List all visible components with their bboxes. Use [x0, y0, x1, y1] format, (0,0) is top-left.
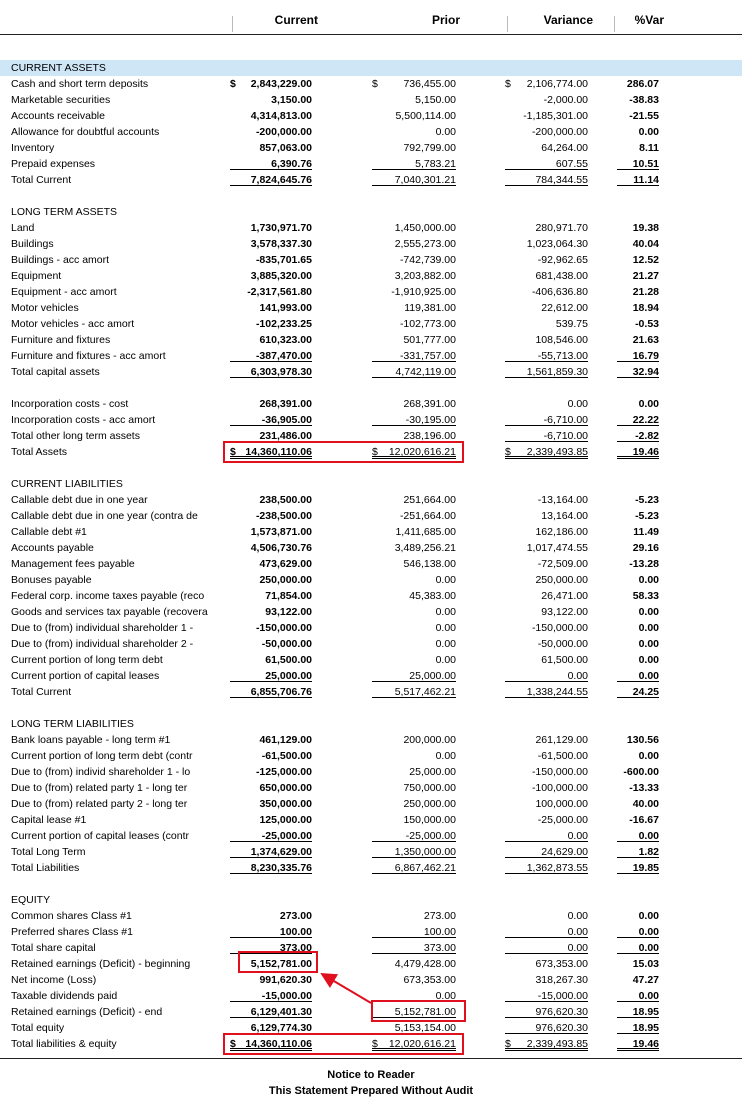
cell-text: 1.82 [638, 846, 659, 858]
cell-text: 61,500.00 [541, 654, 588, 666]
cell-text: -102,773.00 [399, 318, 456, 330]
cell-text: 0.00 [567, 670, 588, 682]
cell-text: 0.00 [638, 638, 659, 650]
cell-text: -15,000.00 [537, 990, 588, 1002]
cell-text: 0.00 [567, 926, 588, 938]
cell-text: 784,344.55 [535, 174, 588, 186]
cell-text: -61,500.00 [537, 750, 588, 762]
row-label: Inventory [11, 142, 55, 154]
cell-text: 0.00 [435, 990, 456, 1002]
cell-text: 12,020,616.21 [388, 446, 456, 458]
row-label: Callable debt due in one year [11, 494, 148, 506]
cell-text: 501,777.00 [403, 334, 456, 346]
row-label: Total capital assets [11, 366, 100, 378]
cell-text: -0.53 [635, 318, 659, 330]
row-label: Accounts payable [11, 542, 94, 554]
row-label: Capital lease #1 [11, 814, 87, 826]
cell-text: 250,000.00 [259, 574, 312, 586]
row-label: Retained earnings (Deficit) - end [11, 1006, 163, 1018]
cell-text: 0.00 [638, 942, 659, 954]
cell-text: 250,000.00 [403, 798, 456, 810]
cell-text: -36,905.00 [261, 414, 312, 426]
cell-text: 93,122.00 [265, 606, 312, 618]
cell-text: 238,196.00 [403, 430, 456, 442]
cell-text: -6,710.00 [543, 430, 588, 442]
currency-symbol: $ [372, 1038, 378, 1050]
cell-text: -16.67 [629, 814, 659, 826]
cell-text: 200,000.00 [403, 734, 456, 746]
row-label: Taxable dividends paid [11, 990, 118, 1002]
cell-text: 125,000.00 [259, 814, 312, 826]
row-label: Incorporation costs - cost [11, 398, 129, 410]
cell-text: 976,620.30 [535, 1022, 588, 1034]
cell-text: -5.23 [635, 510, 659, 522]
cell-text: -38.83 [629, 94, 659, 106]
cell-text: 32.94 [632, 366, 659, 378]
cell-text: 61,500.00 [265, 654, 312, 666]
cell-text: 0.00 [638, 574, 659, 586]
cell-text: -1,185,301.00 [523, 110, 588, 122]
cell-text: 3,885,320.00 [250, 270, 312, 282]
row-label: Total Current [11, 174, 72, 186]
cell-text: 0.00 [638, 622, 659, 634]
cell-text: 0.00 [638, 398, 659, 410]
cell-text: -50,000.00 [537, 638, 588, 650]
cell-text: -15,000.00 [261, 990, 312, 1002]
cell-text: 0.00 [435, 638, 456, 650]
header-current: Current [274, 13, 318, 27]
cell-text: 0.00 [638, 670, 659, 682]
row-label: Marketable securities [11, 94, 111, 106]
cell-text: 6,855,706.76 [250, 686, 312, 698]
cell-text: -742,739.00 [399, 254, 456, 266]
cell-text: 0.00 [567, 830, 588, 842]
cell-text: -150,000.00 [531, 622, 588, 634]
cell-text: 3,578,337.30 [250, 238, 312, 250]
cell-text: 19.85 [632, 862, 659, 874]
cell-text: 1,573,871.00 [250, 526, 312, 538]
cell-text: -25,000.00 [405, 830, 456, 842]
cell-text: -102,233.25 [255, 318, 312, 330]
cell-text: 1,450,000.00 [394, 222, 456, 234]
cell-text: 650,000.00 [259, 782, 312, 794]
cell-text: 21.28 [632, 286, 659, 298]
cell-text: -25,000.00 [261, 830, 312, 842]
cell-text: 150,000.00 [403, 814, 456, 826]
cell-text: 750,000.00 [403, 782, 456, 794]
cell-text: 268,391.00 [403, 398, 456, 410]
cell-text: 14,360,110.06 [245, 446, 312, 458]
cell-text: 1,338,244.55 [526, 686, 588, 698]
cell-text: 18.95 [632, 1022, 659, 1034]
cell-text: -6,710.00 [543, 414, 588, 426]
cell-text: 0.00 [567, 398, 588, 410]
cell-text: 100,000.00 [535, 798, 588, 810]
row-label: Buildings - acc amort [11, 254, 110, 266]
cell-text: 19.46 [632, 1038, 659, 1050]
row-label: Incorporation costs - acc amort [11, 414, 156, 426]
currency-symbol: $ [230, 1038, 236, 1050]
cell-text: 286.07 [626, 78, 659, 90]
cell-text: 5,150.00 [415, 94, 456, 106]
cell-text: 238,500.00 [259, 494, 312, 506]
row-label: Motor vehicles - acc amort [11, 318, 135, 330]
cell-text: -2.82 [635, 430, 659, 442]
cell-text: -150,000.00 [255, 622, 312, 634]
row-label: Bonuses payable [11, 574, 92, 586]
cell-text: 673,353.00 [535, 958, 588, 970]
cell-text: 610,323.00 [259, 334, 312, 346]
row-label: Equipment [11, 270, 62, 282]
cell-text: 141,993.00 [259, 302, 312, 314]
cell-text: 22,612.00 [541, 302, 588, 314]
cell-text: 3,489,256.21 [394, 542, 456, 554]
cell-text: 13,164.00 [541, 510, 588, 522]
cell-text: 991,620.30 [259, 974, 312, 986]
row-label: Due to (from) related party 2 - long ter [11, 798, 188, 810]
cell-text: 1,350,000.00 [394, 846, 456, 858]
cell-text: -13.33 [629, 782, 659, 794]
cell-text: 2,843,229.00 [250, 78, 312, 90]
header-prior: Prior [431, 13, 460, 27]
cell-text: 58.33 [632, 590, 659, 602]
footer-notice: Notice to Reader [327, 1069, 415, 1081]
cell-text: -92,962.65 [537, 254, 588, 266]
row-label: Goods and services tax payable (recovera [11, 606, 208, 618]
cell-text: -25,000.00 [537, 814, 588, 826]
row-label: Due to (from) individ shareholder 1 - lo [11, 766, 191, 778]
cell-text: 0.00 [638, 126, 659, 138]
cell-text: 12,020,616.21 [388, 1038, 456, 1050]
cell-text: 11.14 [633, 174, 659, 186]
cell-text: 1,017,474.55 [526, 542, 588, 554]
cell-text: 280,971.70 [535, 222, 588, 234]
row-label: Net income (Loss) [11, 974, 97, 986]
row-label: Land [11, 222, 35, 234]
cell-text: 1,362,873.55 [526, 862, 588, 874]
cell-text: 14,360,110.06 [245, 1038, 312, 1050]
cell-text: -21.55 [629, 110, 659, 122]
row-label: Equipment - acc amort [11, 286, 117, 298]
row-label: Prepaid expenses [11, 158, 96, 170]
cell-text: 162,186.00 [535, 526, 588, 538]
row-label: Callable debt due in one year (contra de [11, 510, 198, 522]
cell-text: 16.79 [632, 350, 659, 362]
row-label: Federal corp. income taxes payable (reco [11, 590, 205, 602]
cell-text: -406,636.80 [531, 286, 588, 298]
cell-text: 350,000.00 [259, 798, 312, 810]
cell-text: 2,106,774.00 [526, 78, 588, 90]
cell-text: 19.46 [632, 446, 659, 458]
cell-text: 607.55 [555, 158, 588, 170]
cell-text: 373.00 [279, 942, 312, 954]
cell-text: -2,000.00 [543, 94, 588, 106]
row-label: Preferred shares Class #1 [11, 926, 133, 938]
cell-text: 7,040,301.21 [394, 174, 456, 186]
cell-text: 250,000.00 [535, 574, 588, 586]
row-label: EQUITY [11, 894, 51, 906]
header-pct-var: %Var [634, 13, 664, 27]
currency-symbol: $ [505, 1038, 511, 1050]
cell-text: -13,164.00 [537, 494, 588, 506]
cell-text: -100,000.00 [531, 782, 588, 794]
row-label: Buildings [11, 238, 54, 250]
cell-text: 6,129,401.30 [250, 1006, 312, 1018]
cell-text: -50,000.00 [261, 638, 312, 650]
cell-text: 18.95 [632, 1006, 659, 1018]
row-label: Total liabilities & equity [11, 1038, 117, 1050]
cell-text: 5,153,154.00 [394, 1022, 456, 1034]
cell-text: 792,799.00 [403, 142, 456, 154]
cell-text: 19.38 [632, 222, 659, 234]
cell-text: 0.00 [435, 606, 456, 618]
cell-text: 6,129,774.30 [250, 1022, 312, 1034]
cell-text: 461,129.00 [259, 734, 312, 746]
row-label: Furniture and fixtures [11, 334, 111, 346]
currency-symbol: $ [372, 78, 378, 90]
cell-text: 0.00 [435, 622, 456, 634]
row-label: Cash and short term deposits [11, 78, 149, 90]
cell-text: 25,000.00 [265, 670, 312, 682]
cell-text: 45,383.00 [409, 590, 456, 602]
cell-text: 12.52 [632, 254, 659, 266]
cell-text: 100.00 [423, 926, 456, 938]
cell-text: 24,629.00 [541, 846, 588, 858]
cell-text: 130.56 [626, 734, 659, 746]
row-label: Total share capital [11, 942, 96, 954]
cell-text: 318,267.30 [535, 974, 588, 986]
cell-text: 25,000.00 [409, 670, 456, 682]
cell-text: -72,509.00 [537, 558, 588, 570]
cell-text: -2,317,561.80 [247, 286, 312, 298]
cell-text: 0.00 [638, 910, 659, 922]
cell-text: 1,730,971.70 [250, 222, 312, 234]
cell-text: 4,506,730.76 [250, 542, 312, 554]
row-label: Total other long term assets [11, 430, 140, 442]
row-label: Management fees payable [11, 558, 135, 570]
cell-text: -1,910,925.00 [391, 286, 456, 298]
cell-text: -13.28 [629, 558, 659, 570]
cell-text: 1,411,685.00 [395, 526, 456, 538]
row-label: Current portion of capital leases [11, 670, 160, 682]
cell-text: 11.49 [633, 526, 659, 538]
cell-text: 26,471.00 [541, 590, 588, 602]
cell-text: 2,555,273.00 [394, 238, 456, 250]
header-variance: Variance [543, 13, 593, 27]
row-label: Due to (from) related party 1 - long ter [11, 782, 188, 794]
cell-text: 546,138.00 [403, 558, 456, 570]
currency-symbol: $ [230, 78, 236, 90]
footer-audit-note: This Statement Prepared Without Audit [268, 1085, 474, 1097]
row-label: LONG TERM ASSETS [11, 206, 117, 218]
cell-text: 251,664.00 [403, 494, 456, 506]
cell-text: 29.16 [632, 542, 659, 554]
currency-symbol: $ [230, 446, 236, 458]
cell-text: 976,620.30 [535, 1006, 588, 1018]
row-label: Current portion of long term debt (contr [11, 750, 193, 762]
cell-text: 5,783.21 [415, 158, 456, 170]
cell-text: 5,152,781.00 [250, 958, 312, 970]
cell-text: 736,455.00 [403, 78, 456, 90]
row-label: Due to (from) individual shareholder 2 - [11, 638, 194, 650]
cell-text: 0.00 [435, 654, 456, 666]
row-label: LONG TERM LIABILITIES [11, 718, 134, 730]
cell-text: 4,742,119.00 [395, 366, 456, 378]
row-label: Accounts receivable [11, 110, 105, 122]
cell-text: 0.00 [638, 750, 659, 762]
cell-text: 2,339,493.85 [526, 446, 588, 458]
row-label: Bank loans payable - long term #1 [11, 734, 171, 746]
cell-text: -125,000.00 [255, 766, 312, 778]
cell-text: 0.00 [435, 574, 456, 586]
cell-text: 6,867,462.21 [394, 862, 456, 874]
cell-text: 8,230,335.76 [250, 862, 312, 874]
cell-text: 1,023,064.30 [526, 238, 588, 250]
cell-text: -835,701.65 [255, 254, 312, 266]
cell-text: 0.00 [638, 654, 659, 666]
cell-text: 6,390.76 [271, 158, 312, 170]
cell-text: 5,517,462.21 [394, 686, 456, 698]
row-label: Callable debt #1 [11, 526, 87, 538]
cell-text: 0.00 [567, 910, 588, 922]
cell-text: 373.00 [423, 942, 456, 954]
cell-text: -61,500.00 [261, 750, 312, 762]
row-label: CURRENT ASSETS [11, 62, 106, 74]
cell-text: 22.22 [632, 414, 659, 426]
row-label: Common shares Class #1 [11, 910, 132, 922]
cell-text: 15.03 [632, 958, 659, 970]
row-label: Due to (from) individual shareholder 1 - [11, 622, 194, 634]
cell-text: -238,500.00 [255, 510, 312, 522]
cell-text: 0.00 [638, 606, 659, 618]
row-label: Current portion of capital leases (contr [11, 830, 190, 842]
cell-text: 1,374,629.00 [250, 846, 312, 858]
cell-text: 0.00 [435, 750, 456, 762]
currency-symbol: $ [505, 446, 511, 458]
cell-text: 4,314,813.00 [250, 110, 312, 122]
cell-text: 231,486.00 [259, 430, 312, 442]
cell-text: 0.00 [638, 830, 659, 842]
row-label: Total Liabilities [11, 862, 80, 874]
cell-text: 10.51 [632, 158, 659, 170]
cell-text: 261,129.00 [535, 734, 588, 746]
cell-text: 2,339,493.85 [526, 1038, 588, 1050]
cell-text: 71,854.00 [265, 590, 312, 602]
row-label: Current portion of long term debt [11, 654, 163, 666]
cell-text: 681,438.00 [535, 270, 588, 282]
cell-text: 18.94 [632, 302, 659, 314]
row-label: Furniture and fixtures - acc amort [11, 350, 166, 362]
cell-text: 6,303,978.30 [250, 366, 312, 378]
cell-text: 7,824,645.76 [250, 174, 312, 186]
cell-text: 4,479,428.00 [394, 958, 456, 970]
cell-text: -251,664.00 [399, 510, 456, 522]
cell-text: 3,203,882.00 [394, 270, 456, 282]
cell-text: 24.25 [632, 686, 659, 698]
row-label: Total equity [11, 1022, 65, 1034]
cell-text: 40.04 [632, 238, 659, 250]
cell-text: -600.00 [623, 766, 659, 778]
cell-text: 8.11 [639, 142, 659, 154]
currency-symbol: $ [372, 446, 378, 458]
cell-text: 21.27 [632, 270, 659, 282]
row-label: Allowance for doubtful accounts [11, 126, 160, 138]
cell-text: 273.00 [423, 910, 456, 922]
cell-text: 64,264.00 [541, 142, 588, 154]
cell-text: 0.00 [435, 126, 456, 138]
cell-text: 100.00 [279, 926, 312, 938]
cell-text: 268,391.00 [259, 398, 312, 410]
cell-text: 0.00 [567, 942, 588, 954]
cell-text: 857,063.00 [259, 142, 312, 154]
cell-text: 47.27 [632, 974, 659, 986]
row-label: Retained earnings (Deficit) - beginning [11, 958, 191, 970]
cell-text: 673,353.00 [403, 974, 456, 986]
cell-text: 119,381.00 [404, 302, 456, 314]
cell-text: -331,757.00 [399, 350, 456, 362]
cell-text: 1,561,859.30 [526, 366, 588, 378]
currency-symbol: $ [505, 78, 511, 90]
cell-text: -200,000.00 [531, 126, 588, 138]
cell-text: -5.23 [635, 494, 659, 506]
cell-text: 93,122.00 [541, 606, 588, 618]
cell-text: 5,500,114.00 [395, 110, 456, 122]
cell-text: 539.75 [555, 318, 588, 330]
cell-text: -200,000.00 [255, 126, 312, 138]
row-label: Total Assets [11, 446, 68, 458]
cell-text: 0.00 [638, 926, 659, 938]
cell-text: 273.00 [279, 910, 312, 922]
row-label: Total Long Term [11, 846, 86, 858]
cell-text: 0.00 [638, 990, 659, 1002]
cell-text: -55,713.00 [537, 350, 588, 362]
cell-text: -150,000.00 [531, 766, 588, 778]
row-label: Motor vehicles [11, 302, 79, 314]
cell-text: 40.00 [632, 798, 659, 810]
cell-text: 5,152,781.00 [394, 1006, 456, 1018]
cell-text: 3,150.00 [271, 94, 312, 106]
cell-text: 473,629.00 [259, 558, 312, 570]
row-label: Total Current [11, 686, 72, 698]
cell-text: -387,470.00 [255, 350, 312, 362]
cell-text: 25,000.00 [409, 766, 456, 778]
cell-text: 108,546.00 [535, 334, 588, 346]
cell-text: 21.63 [632, 334, 659, 346]
cell-text: -30,195.00 [405, 414, 456, 426]
row-label: CURRENT LIABILITIES [11, 478, 123, 490]
